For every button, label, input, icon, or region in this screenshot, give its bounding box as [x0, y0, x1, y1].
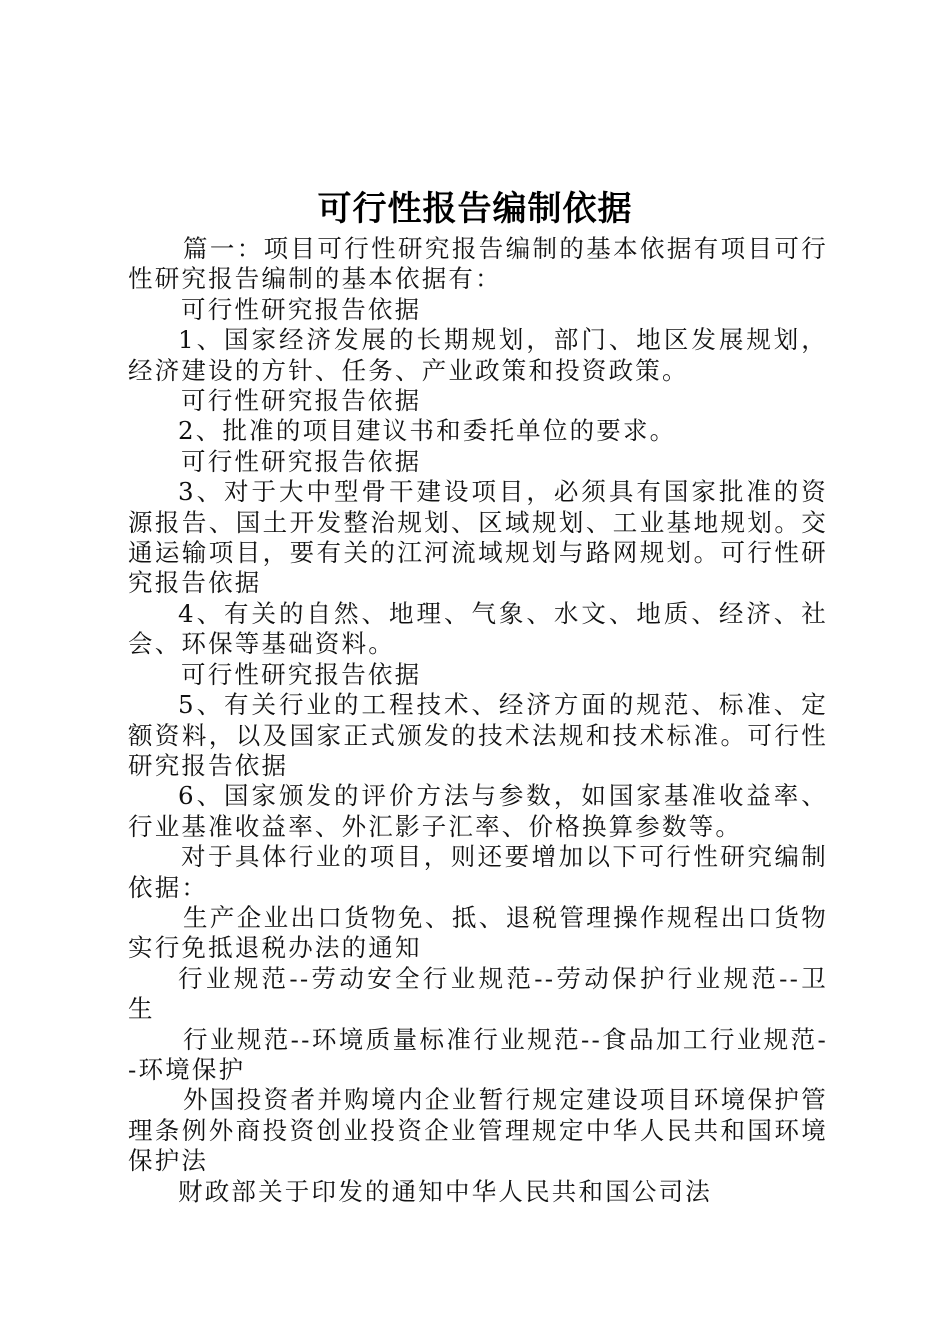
paragraph-item-5: 5、有关行业的工程技术、经济方面的规范、标准、定额资料，以及国家正式颁发的技术法规和技术标准。可行性研究报告依据 — [128, 690, 828, 780]
paragraph-export-tax: 生产企业出口货物免、抵、退税管理操作规程出口货物实行免抵退税办法的通知 — [128, 902, 828, 963]
paragraph-item-3: 3、对于大中型骨干建设项目，必须具有国家批准的资源报告、国土开发整治规划、区域规划、工业基地规划。交通运输项目，要有关的江河流域规划与路网规划。可行性研究报告依据 — [128, 477, 828, 598]
paragraph-finance-ministry: 财政部关于印发的通知中华人民共和国公司法 — [178, 1176, 712, 1206]
paragraph-item-4: 4、有关的自然、地理、气象、水文、地质、经济、社会、环保等基础资料。 — [128, 598, 828, 659]
paragraph-foreign-investment: 外国投资者并购境内企业暂行规定建设项目环境保护管理条例外商投资创业投资企业管理规定中华人民共和国环境保护法 — [128, 1085, 828, 1176]
paragraph-item-1: 1、国家经济发展的长期规划，部门、地区发展规划，经济建设的方针、任务、产业政策和投资政策。 — [128, 325, 828, 385]
paragraph-item-6: 6、国家颁发的评价方法与参数，如国家基准收益率、行业基准收益率、外汇影子汇率、价格换算参数等。 — [128, 781, 828, 841]
paragraph-industry-specific: 对于具体行业的项目，则还要增加以下可行性研究编制依据： — [128, 842, 828, 902]
paragraph-basis-heading-2: 可行性研究报告依据 — [181, 386, 422, 416]
paragraph-intro: 篇一：项目可行性研究报告编制的基本依据有项目可行性研究报告编制的基本依据有： — [128, 234, 828, 294]
paragraph-basis-heading-1: 可行性研究报告依据 — [181, 294, 422, 324]
document-body — [128, 234, 828, 1207]
paragraph-item-2: 2、批准的项目建议书和委托单位的要求。 — [178, 416, 677, 446]
paragraph-basis-heading-3: 可行性研究报告依据 — [181, 446, 422, 476]
paragraph-industry-norms-1: 行业规范--劳动安全行业规范--劳动保护行业规范--卫生 — [128, 963, 828, 1024]
paragraph-basis-heading-4: 可行性研究报告依据 — [181, 659, 422, 689]
document-title: 可行性报告编制依据 — [317, 189, 633, 229]
paragraph-industry-norms-2: 行业规范--环境质量标准行业规范--食品加工行业规范--环境保护 — [128, 1024, 828, 1084]
